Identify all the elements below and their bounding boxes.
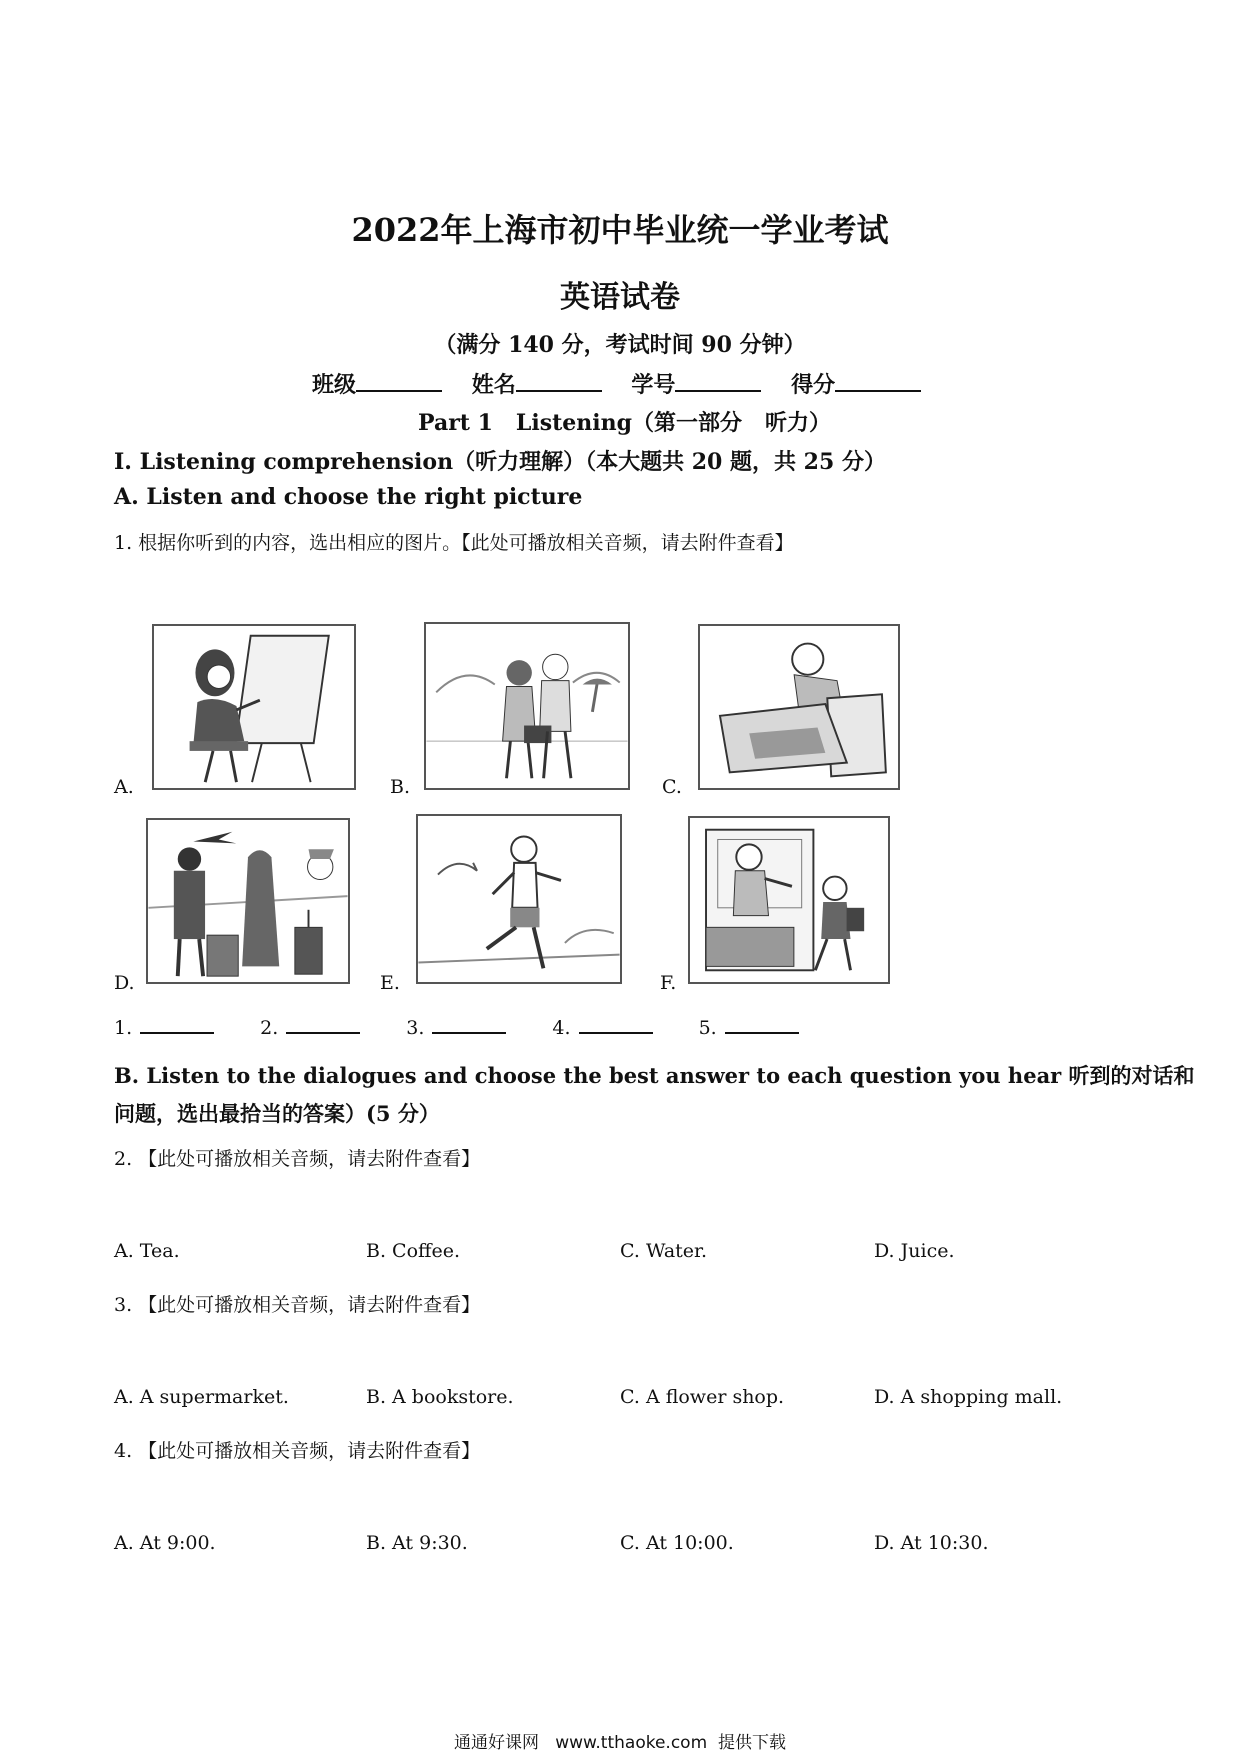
picture-a-letter: A. bbox=[114, 776, 134, 798]
picture-b[interactable] bbox=[424, 622, 630, 790]
section-b-heading-line1: B. Listen to the dialogues and choose the best answer to each question you hear 听到的对话和 bbox=[114, 1063, 1195, 1088]
field-score-blank[interactable] bbox=[835, 372, 921, 392]
question-2-option-d[interactable]: D. Juice. bbox=[874, 1240, 955, 1262]
field-name-label: 姓名 bbox=[471, 372, 516, 398]
answer-label-2: 2. bbox=[260, 1017, 279, 1039]
picture-f-letter: F. bbox=[660, 972, 677, 994]
girl-painting-icon bbox=[154, 626, 354, 788]
answer-label-5: 5. bbox=[698, 1017, 717, 1039]
field-score-label: 得分 bbox=[791, 372, 836, 398]
exam-subtitle: 英语试卷 bbox=[560, 280, 680, 315]
question-2-option-a[interactable]: A. Tea. bbox=[114, 1240, 180, 1262]
question-4-prompt: 4. 【此处可播放相关音频，请去附件查看】 bbox=[114, 1440, 481, 1462]
question-2-prompt: 2. 【此处可播放相关音频，请去附件查看】 bbox=[114, 1148, 481, 1170]
question-2-option-b[interactable]: B. Coffee. bbox=[366, 1240, 461, 1262]
answer-blank-3[interactable] bbox=[432, 1014, 506, 1034]
picture-c-letter: C. bbox=[662, 776, 682, 798]
question-3-option-a[interactable]: A. A supermarket. bbox=[114, 1386, 289, 1408]
picture-c[interactable] bbox=[698, 624, 900, 790]
picture-d[interactable] bbox=[146, 818, 350, 984]
footer-source[interactable]: 通通好课网 www.tthaoke.com 提供下载 bbox=[454, 1733, 786, 1753]
boy-running-icon bbox=[418, 816, 620, 982]
exam-info: （满分 140 分，考试时间 90 分钟） bbox=[434, 332, 806, 358]
student-fields bbox=[312, 368, 952, 399]
question-3-option-d[interactable]: D. A shopping mall. bbox=[874, 1386, 1063, 1408]
boy-girl-walking-icon bbox=[426, 624, 628, 788]
field-class-blank[interactable] bbox=[356, 372, 442, 392]
boys-door-icon bbox=[690, 818, 888, 982]
answer-label-1: 1. bbox=[114, 1017, 133, 1039]
question-4-option-b[interactable]: B. At 9:30. bbox=[366, 1532, 468, 1554]
answer-blank-1[interactable] bbox=[140, 1014, 214, 1034]
boy-computer-icon bbox=[700, 626, 898, 788]
picture-a[interactable] bbox=[152, 624, 356, 790]
question-3-prompt: 3. 【此处可播放相关音频，请去附件查看】 bbox=[114, 1294, 481, 1316]
field-id-blank[interactable] bbox=[675, 372, 761, 392]
question-4-option-d[interactable]: D. At 10:30. bbox=[874, 1532, 989, 1554]
picture-d-letter: D. bbox=[114, 972, 135, 994]
answer-label-4: 4. bbox=[552, 1017, 571, 1039]
picture-b-letter: B. bbox=[390, 776, 411, 798]
answer-blank-2[interactable] bbox=[286, 1014, 360, 1034]
question-4-option-c[interactable]: C. At 10:00. bbox=[620, 1532, 734, 1554]
section-b-heading-line2: 问题，选出最拾当的答案）(5 分） bbox=[114, 1101, 440, 1126]
question-1-instruction: 1. 根据你听到的内容，选出相应的图片。【此处可播放相关音频，请去附件查看】 bbox=[114, 532, 794, 554]
field-id-label: 学号 bbox=[631, 372, 676, 398]
picture-f[interactable] bbox=[688, 816, 890, 984]
question-4-option-a[interactable]: A. At 9:00. bbox=[114, 1532, 216, 1554]
question-2-option-c[interactable]: C. Water. bbox=[620, 1240, 708, 1262]
travelers-luggage-icon bbox=[148, 820, 348, 982]
exam-title: 2022年上海市初中毕业统一学业考试 bbox=[351, 211, 889, 249]
section-i-heading: I. Listening comprehension（听力理解）（本大题共 20 题，共 25 分） bbox=[114, 449, 886, 475]
answer-blanks bbox=[114, 1014, 914, 1039]
question-3-option-b[interactable]: B. A bookstore. bbox=[366, 1386, 514, 1408]
answer-blank-5[interactable] bbox=[725, 1014, 799, 1034]
picture-e-letter: E. bbox=[380, 972, 400, 994]
field-class-label: 班级 bbox=[312, 372, 357, 398]
field-name-blank[interactable] bbox=[516, 372, 602, 392]
answer-label-3: 3. bbox=[406, 1017, 425, 1039]
question-3-option-c[interactable]: C. A flower shop. bbox=[620, 1386, 785, 1408]
part1-heading: Part 1 Listening（第一部分 听力） bbox=[418, 410, 831, 436]
picture-e[interactable] bbox=[416, 814, 622, 984]
answer-blank-4[interactable] bbox=[579, 1014, 653, 1034]
section-a-heading: A. Listen and choose the right picture bbox=[114, 484, 583, 510]
